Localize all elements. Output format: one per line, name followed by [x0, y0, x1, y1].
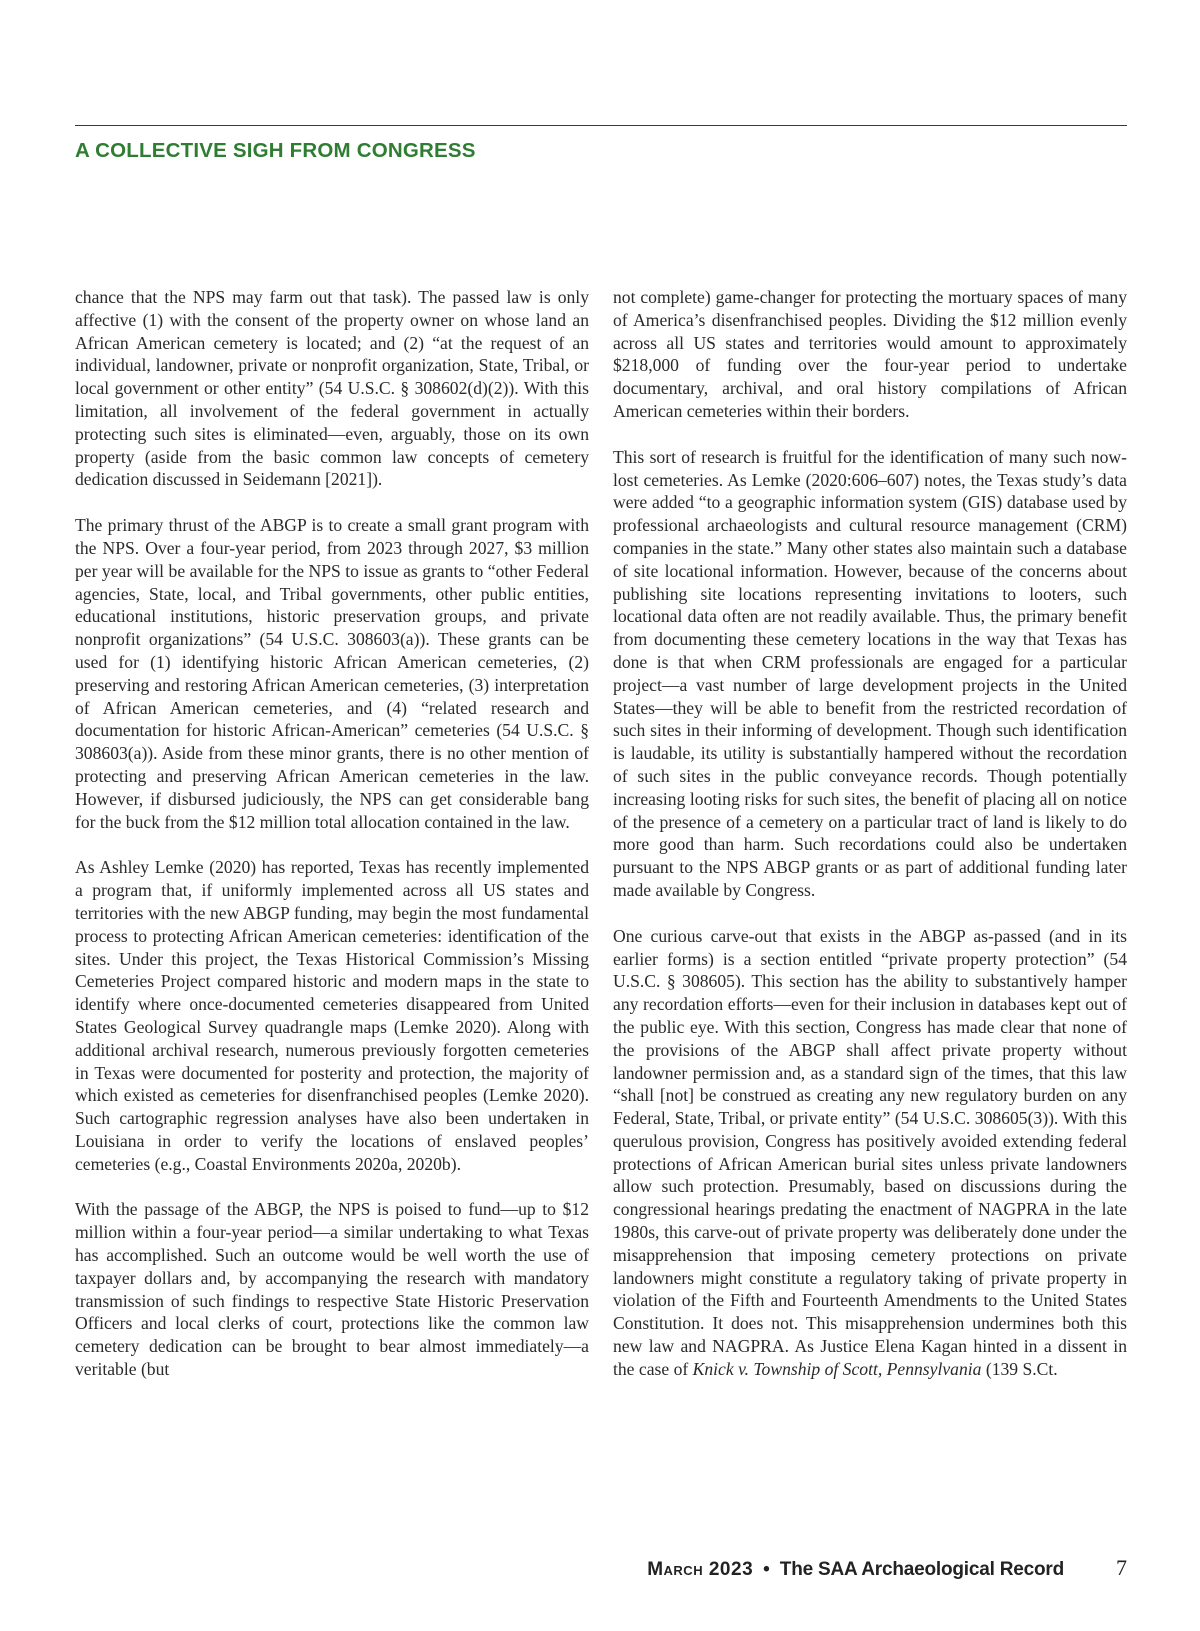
- publication-title: The SAA Archaeological Record: [779, 1559, 1064, 1580]
- paragraph: As Ashley Lemke (2020) has reported, Texas has recently implemented a program that, if uniformly implemented across all US states and territories with the new ABGP funding, may begin the most fundamental process to protecting African American cemeteries: identification of the sites. Under this project, the Texas Historical Commission’s Missing Cemeteries Project compared historic and modern maps in the state to identify where once-documented cemeteries disappeared from United States Geological Survey quadrangle maps (Lemke 2020). Along with additional archival research, numerous previously forgotten cemeteries in Texas were documented for posterity and protection, the majority of which existed as cemeteries for disenfranchised peoples (Lemke 2020). Such cartographic regression analyses have also been undertaken in Louisiana in order to verify the locations of enslaved peoples’ cemeteries (e.g., Coastal Environments 2020a, 2020b).: [75, 857, 589, 1174]
- case-citation: Knick v. Township of Scott, Pennsylvania: [692, 1358, 982, 1379]
- paragraph: not complete) game-changer for protecting the mortuary spaces of many of America’s disenfranchised peoples. Dividing the $12 million evenly across all US states and territories would amount to approximately $218,000 of funding over the four-year period to undertake documentary, archival, and oral history compilations of African American cemeteries within their borders.: [613, 287, 1127, 421]
- paragraph: With the passage of the ABGP, the NPS is poised to fund—up to $12 million within a four-year period—a similar undertaking to what Texas has accomplished. Such an outcome would be well worth the use of taxpayer dollars and, by accompanying the research with mandatory transmission of such findings to respective State Historic Preservation Officers and local clerks of court, protections like the common law cemetery dedication can be brought to bear almost immediately—a veritable (but: [75, 1199, 589, 1380]
- paragraph: This sort of research is fruitful for the identification of many such now-lost cemeteries. As Lemke (2020:606–607) notes, the Texas study’s data were added “to a geographic information system (GIS) database used by professional archaeologists and cultural resource management (CRM) companies in the state.” Many other states also maintain such a database of site locational information. However, because of the concerns about publishing site locations representing invitations to looters, such locational data often are not readily available. Thus, the primary benefit from documenting these cemetery locations in the way that Texas has done is that when CRM professionals are engaged for a particular project—a vast number of large development projects in the United States—they will be able to benefit from the restricted recordation of such sites in their informing of development. Though such identification is laudable, its utility is substantially hampered without the recordation of such sites in the public conveyance records. Though potentially increasing looting risks for such sites, the benefit of placing all on notice of the presence of a cemetery on a particular tract of land is likely to do more good than harm. Such recordations could also be undertaken pursuant to the NPS ABGP grants or as part of additional funding later made available by Congress.: [613, 446, 1127, 900]
- section-title: A COLLECTIVE SIGH FROM CONGRESS: [75, 139, 476, 162]
- right-column: [613, 286, 1127, 1381]
- case-citation-tail: (139 S.Ct.: [981, 1358, 1058, 1379]
- issue-date: March 2023: [647, 1559, 754, 1580]
- paragraph: chance that the NPS may farm out that task). The passed law is only affective (1) with the consent of the property owner on whose land an African American cemetery is located; and (2) “at the request of an individual, landowner, private or nonprofit organization, State, Tribal, or local government or other entity” (54 U.S.C. § 308602(d)(2)). With this limitation, all involvement of the federal government in actually protecting such sites is eliminated—even, arguably, those on its own property (aside from the basic common law concepts of cemetery dedication discussed in Seidemann [2021]).: [75, 287, 589, 490]
- header-rule: [75, 125, 1127, 126]
- left-column: [75, 286, 589, 1381]
- page-number: 7: [1116, 1555, 1127, 1580]
- page-footer: [647, 1555, 1127, 1581]
- paragraph: [613, 925, 1127, 1381]
- paragraph: The primary thrust of the ABGP is to create a small grant program with the NPS. Over a four-year period, from 2023 through 2027, $3 million per year will be available for the NPS to issue as grants to “other Federal agencies, State, local, and Tribal governments, other public entities, educational institutions, historic preservation groups, and private nonprofit organizations” (54 U.S.C. 308603(a)). These grants can be used for (1) identifying historic African American cemeteries, (2) preserving and restoring African American cemeteries, (3) interpretation of African American cemeteries, and (4) “related research and documentation for historic African-American” cemeteries (54 U.S.C. § 308603(a)). Aside from these minor grants, there is no other mention of protecting and preserving African American cemeteries in the law. However, if disbursed judiciously, the NPS can get considerable bang for the buck from the $12 million total allocation contained in the law.: [75, 515, 589, 832]
- bullet-separator: •: [763, 1559, 770, 1580]
- paragraph-text: One curious carve-out that exists in the ABGP as-passed (and in its earlier forms) is a section entitled “private property protection” (54 U.S.C. § 308605). This section has the ability to substantively hamper any recordation efforts—even for their inclusion in databases kept out of the public eye. With this section, Congress has made clear that none of the provisions of the ABGP shall affect private property without landowner permission and, as a standard sign of the times, that this law “shall [not] be construed as creating any new regulatory burden on any Federal, State, Tribal, or private entity” (54 U.S.C. 308605(3)). With this querulous provision, Congress has positively avoided extending federal protections of African American burial sites unless private landowners allow such protection. Presumably, based on discussions during the congressional hearings predating the enactment of NAGPRA in the late 1980s, this carve-out of private property was deliberately done under the misapprehension that imposing cemetery protections on private landowners might constitute a regulatory taking of private property in violation of the Fifth and Fourteenth Amendments to the United States Constitution. It does not. This misapprehension undermines both this new law and NAGPRA. As Justice Elena Kagan hinted in a dissent in the case of: [613, 925, 1127, 1379]
